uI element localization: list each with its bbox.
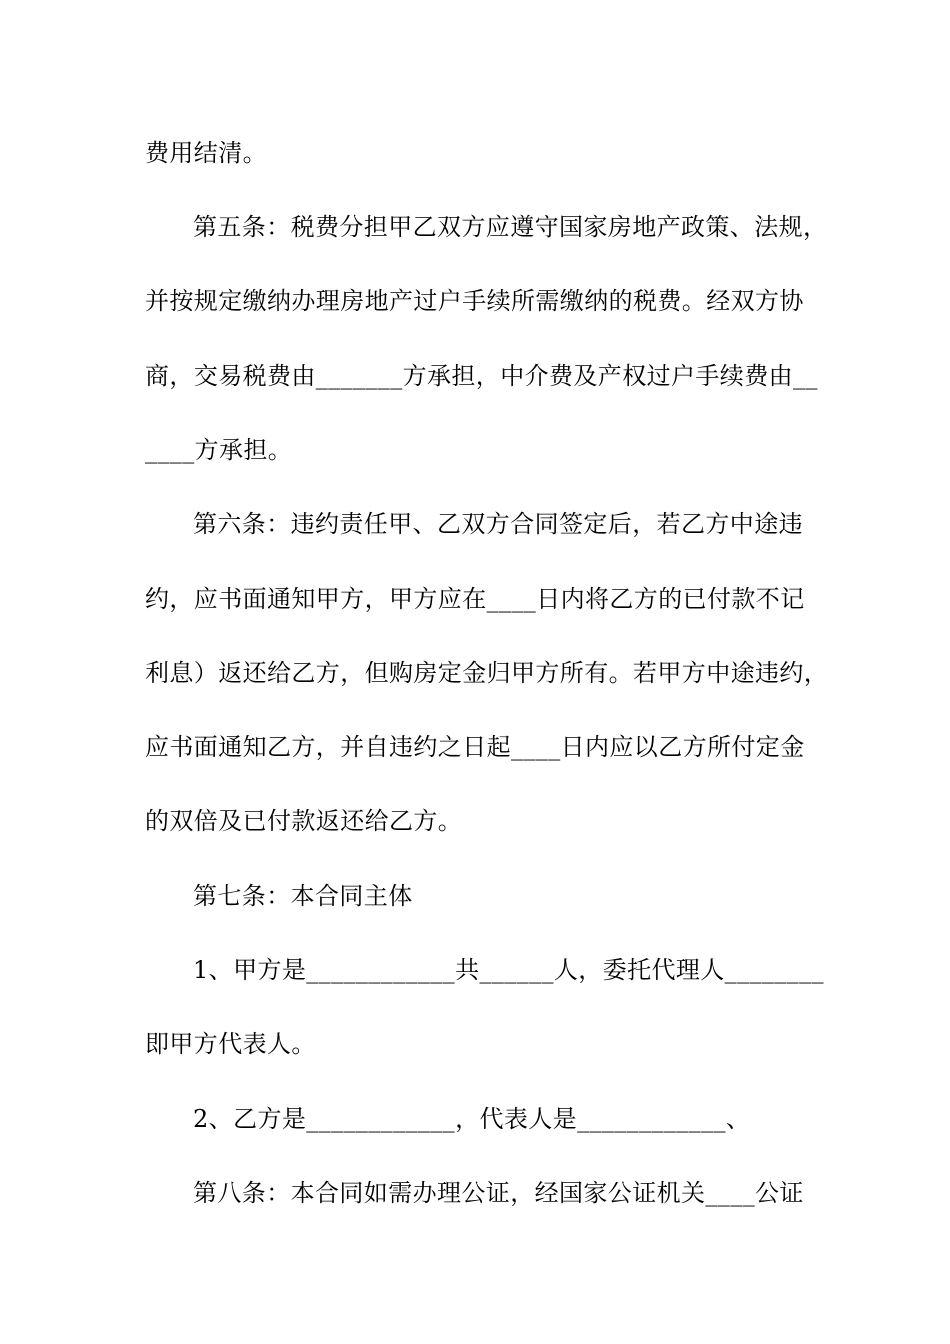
text-line: 即甲方代表人。 (145, 1030, 316, 1058)
text-line: ____方承担。 (145, 436, 293, 464)
article-5-heading-line: 第五条：税费分担甲乙双方应遵守国家房地产政策、法规， (193, 213, 828, 241)
text-line: 应书面通知乙方，并自违约之日起____日内应以乙方所付定金 (145, 733, 805, 761)
text-line: 的双倍及已付款返还给乙方。 (145, 807, 463, 835)
article-7-heading-line: 第七条：本合同主体 (193, 882, 413, 910)
party-b-line: 2、乙方是____________，代表人是____________、 (193, 1105, 751, 1133)
text-line: 商，交易税费由_______方承担，中介费及产权过户手续费由__ (145, 362, 818, 390)
text-line: 费用结清。 (145, 139, 267, 167)
party-a-line: 1、甲方是____________共______人，委托代理人________ (193, 956, 824, 984)
text-line: 约，应书面通知甲方，甲方应在____日内将乙方的已付款不记 (145, 585, 805, 613)
text-line: 并按规定缴纳办理房地产过户手续所需缴纳的税费。经双方协 (145, 287, 804, 315)
article-8-heading-line: 第八条：本合同如需办理公证，经国家公证机关____公证 (193, 1179, 804, 1207)
text-line: 利息）返还给乙方，但购房定金归甲方所有。若甲方中途违约， (145, 659, 829, 687)
article-6-heading-line: 第六条：违约责任甲、乙双方合同签定后，若乙方中途违 (193, 510, 803, 538)
